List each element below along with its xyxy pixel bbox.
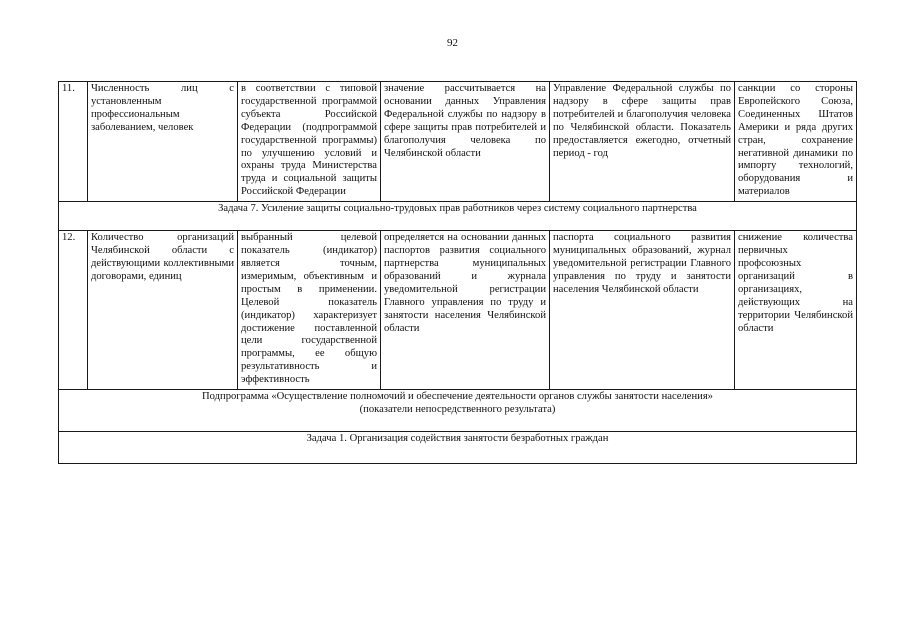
- indicator-name: Численность лиц с установленным профессиональным заболеванием, человек: [88, 82, 238, 202]
- row-number: 12.: [59, 231, 88, 390]
- subprogram-title: Подпрограмма «Осуществление полномочий и обеспечение деятельности органов службы занятости населения»: [202, 391, 713, 403]
- indicator-source: Управление Федеральной службы по надзору в сфере защиты прав потребителей и благополучия человека по Челябинской области. Показатель предоставляется ежегодно, отчетный период - год: [550, 82, 735, 202]
- indicator-source: паспорта социального развития муниципальных образований, журнал уведомительной регистрации Главного управления по труду и занятости населения Челябинской области: [550, 231, 735, 390]
- indicator-risks: санкции со стороны Европейского Союза, Соединенных Штатов Америки и ряда других стран, сохранение негативной динамики по импорту технологий, оборудования и материалов: [735, 82, 857, 202]
- indicator-method: значение рассчитывается на основании данных Управления Федеральной службы по надзору в сфере защиты прав потребителей и благополучия человека по Челябинской области: [381, 82, 550, 202]
- page-number: 92: [447, 37, 458, 49]
- table-row: [59, 231, 857, 390]
- task-row: [59, 432, 857, 464]
- task-row: [59, 202, 857, 231]
- indicator-risks: снижение количества первичных профсоюзных организаций в организациях, действующих на территории Челябинской области: [735, 231, 857, 390]
- task-1-heading: Задача 1. Организация содействия занятости безработных граждан: [59, 432, 857, 464]
- row-number: 11.: [59, 82, 88, 202]
- indicator-definition: в соответствии с типовой государственной программой субъекта Российской Федерации (подпрограммой государственной программы) по улучшению условий и охраны труда Министерства труда и социальной защиты Российской Федерации: [238, 82, 381, 202]
- table-row: [59, 82, 857, 202]
- subprogram-heading: [59, 390, 857, 432]
- indicator-name: Количество организаций Челябинской области с действующими коллективными договорами, единиц: [88, 231, 238, 390]
- subprogram-subtitle: (показатели непосредственного результата): [359, 403, 556, 415]
- indicator-definition: выбранный целевой показатель (индикатор) является точным, измеримым, объективным и простым в применении. Целевой показатель (индикатор) характеризует достижение поставленной цели государственной программы, ее общую результативность и эффективность: [238, 231, 381, 390]
- task-7-heading: Задача 7. Усиление защиты социально-трудовых прав работников через систему социального партнерства: [59, 202, 857, 231]
- indicators-table: [58, 81, 857, 464]
- indicator-method: определяется на основании данных паспортов развития социального партнерства муниципальных образований и журнала уведомительной регистрации Главного управления по труду и занятости населения Челябинской области: [381, 231, 550, 390]
- subprogram-row: [59, 390, 857, 432]
